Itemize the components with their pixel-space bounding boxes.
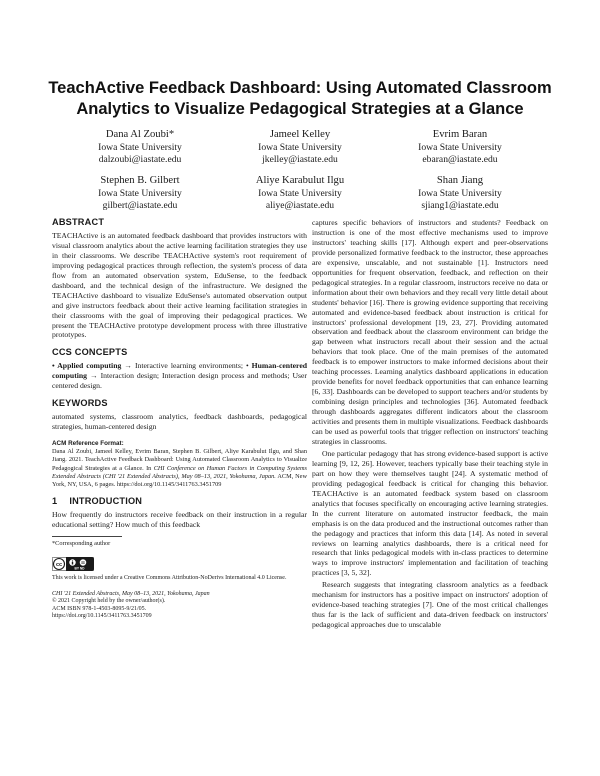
license-text: This work is licensed under a Creative Commons Attribution-NoDerivs International 4.0 License. <box>52 574 287 581</box>
author-email: dalzoubi@iastate.edu <box>98 154 182 165</box>
author-affiliation: Iowa State University <box>258 187 342 199</box>
venue-line: CHI '21 Extended Abstracts, May 08–13, 2021, Yokohama, Japan <box>52 590 210 597</box>
keywords-section <box>52 399 307 432</box>
acm-reference-text <box>52 448 307 489</box>
introduction-text: How frequently do instructors receive feedback on their instruction in a regular educational setting? How much of this feedback <box>52 510 307 530</box>
cc-by-nd-icon <box>52 557 94 571</box>
author-name: Jameel Kelley <box>269 129 331 140</box>
body-paragraph: captures specific behaviors of instructors and students? Feedback on instruction is one of the most effective mechanisms used to improve instructors' teaching skills [17]. Although expert and peer-observations provide personalized formative feedback to the instructor, these approaches are expensive, unscalable, and not sustainable [1]. Instructors need opportunities for frequent observation, feedback, and reflection on their pedagogical strategies. In a regular classroom, instructors receive no data or information about their own behaviors and they recall very little detail about students' behavior [16]. There is growing evidence supporting that receiving automated and evidence-based feedback about instruction is critical for instructors' professional development [19, 23, 27]. Providing automated observation and feedback about the classroom environment can bridge the gap between what instructors recall about their session and the actual behaviors that took place. One of the main premises of the automated feedback is to empower instructors to make informed decisions about their teaching processes. Learning analytics dashboard applications in education provide benefits for novel feedback opportunities that can enhance learning [6, 33]. Dashboards can be developed to support teachers and/or students by combining design principles and technologies [36]. Automated feedback through dashboards aggregates different indicators about the classroom activities and presents them in multiple visualizations. Feedback dashboards can be used as powerful tools that trigger reflection on instructors' teaching strategies in classrooms. <box>312 218 548 446</box>
footnote: *Corresponding author <box>52 539 111 547</box>
ccs-term: Human-centered computing <box>52 361 308 381</box>
left-column <box>52 218 307 621</box>
abstract-section <box>52 218 307 340</box>
body-paragraph: Research suggests that integrating classroom analytics as a feedback mechanism for instructors has a positive impact on instructors' adoption of evidence-based teaching strategies [7]. One of the most critical challenges thus far is the lack of sufficient and data-driven feedback on instructors' pedagogical approaches due to unscalable <box>312 580 548 630</box>
doi-link[interactable]: https://doi.org/10.1145/3411763.3451709 <box>52 613 152 620</box>
footnote-divider <box>52 536 122 537</box>
ccs-term: • Applied computing <box>52 361 122 371</box>
author-email: gilbert@iastate.edu <box>102 200 178 211</box>
author-name: Evrim Baran <box>432 129 488 140</box>
author-affiliation: Iowa State University <box>98 187 182 199</box>
author-block <box>380 129 540 167</box>
author-email: sjiang1@iastate.edu <box>421 200 499 211</box>
author-affiliation: Iowa State University <box>258 141 342 153</box>
ccs-term-rest: → Interaction design; Interaction design process and methods; User centered design. <box>52 371 307 391</box>
cc-badge-text: BY ND <box>74 566 85 571</box>
copyright-line: © 2021 Copyright held by the owner/author(s). <box>52 598 166 605</box>
acm-reference-heading: ACM Reference Format: <box>52 440 124 448</box>
author-email: jkelley@iastate.edu <box>262 154 338 165</box>
isbn-line: ACM ISBN 978-1-4503-8095-9/21/05. <box>52 605 147 612</box>
author-name: Aliye Karabulut Ilgu <box>255 175 345 186</box>
acm-reference <box>52 440 307 489</box>
section-number: 1 <box>52 496 58 507</box>
keywords-text: automated systems, classroom analytics, feedback dashboards, pedagogical strategies, human-centered design <box>52 412 307 432</box>
author-name: Dana Al Zoubi* <box>105 129 175 140</box>
author-email: aliye@iastate.edu <box>265 200 335 211</box>
author-affiliation: Iowa State University <box>418 141 502 153</box>
introduction-section <box>52 497 307 530</box>
section-title: INTRODUCTION <box>69 496 143 507</box>
author-name: Stephen B. Gilbert <box>100 175 180 186</box>
keywords-heading: KEYWORDS <box>52 398 108 409</box>
author-block <box>220 175 380 213</box>
author-block <box>60 129 220 167</box>
right-column <box>312 218 548 630</box>
author-affiliation: Iowa State University <box>98 141 182 153</box>
acm-reference-part: Dana Al Zoubi, Jameel Kelley, Evrim Baran, Stephen B. Gilbert, Aliye Karabulut Ilgu, and Shan Jiang. 2021. TeachActive Feedback Dashboard: Using Automated Classroom Analytics to Visualize Pedagogical Strategies at a Glance. In <box>52 448 307 472</box>
author-block <box>220 129 380 167</box>
abstract-text: TEACHActive is an automated feedback dashboard that provides instructors with visual classroom analytics about the active learning facilitation strategies they use in their classrooms. We describe TEACHActive system's root requirement of improving pedagogical practices through reflection, the system's process of data flow from an automated observation system, EduSense, to the feedback dashboard, and the technical design of the infrastructure. We designed the TEACHActive dashboard to visualize EduSense's automated observation output and give instructors feedback about their active learning facilitation strategies in their classrooms with the goal of improving their pedagogical practices. We present the TEACHActive prototype development process with three illustrative prototypes. <box>52 230 307 340</box>
author-email: ebaran@iastate.edu <box>422 154 498 165</box>
ccs-text <box>52 361 307 391</box>
body-paragraph: One particular pedagogy that has strong evidence-based support is active learning [9, 12, 26]. However, teachers typically base their teaching style in part on how they were themselves taught [24]. A systematic method of providing pedagogical feedback is critical for changing this behavior. TEACHActive is an automated feedback system based on classroom analytics that focuses specifically on encouraging active learning strategies. In the current literature on automated instructor feedback, the main emphasis is on the data produced and the instructional outcomes rather than the pedagogy and practices that inform this data [14]. As noted in several reviews on learning analytics dashboards, there is a critical need for research that links pedagogical models with in-class practices to determine ways to improve instructors' implementation and facilitation of teaching practices [3, 5, 32]. <box>312 448 548 578</box>
ccs-section <box>52 348 307 391</box>
acm-reference-venue: CHI Conference on Human Factors in Computing Systems Extended Abstracts (CHI '21 Extended Abstracts), May 08–13, 2021, Yokohama, Japan. <box>52 464 308 480</box>
introduction-heading <box>52 497 307 507</box>
license-block <box>52 556 307 571</box>
author-block <box>60 175 220 213</box>
acm-reference-part: ACM, New York, NY, USA, 6 pages. https://doi.org/10.1145/3411763.3451709 <box>52 472 307 488</box>
paper-title: TeachActive Feedback Dashboard: Using Automated Classroom Analytics to Visualize Pedagogical Strategies at a Glance <box>48 79 552 118</box>
venue-info <box>52 591 307 621</box>
abstract-heading: ABSTRACT <box>52 217 105 227</box>
author-affiliation: Iowa State University <box>418 187 502 199</box>
author-name: Shan Jiang <box>436 175 484 186</box>
author-block <box>380 175 540 213</box>
ccs-term-rest: → Interactive learning environments; • <box>121 361 249 371</box>
svg-text:cc: cc <box>55 561 63 568</box>
ccs-heading: CCS CONCEPTS <box>52 347 128 358</box>
